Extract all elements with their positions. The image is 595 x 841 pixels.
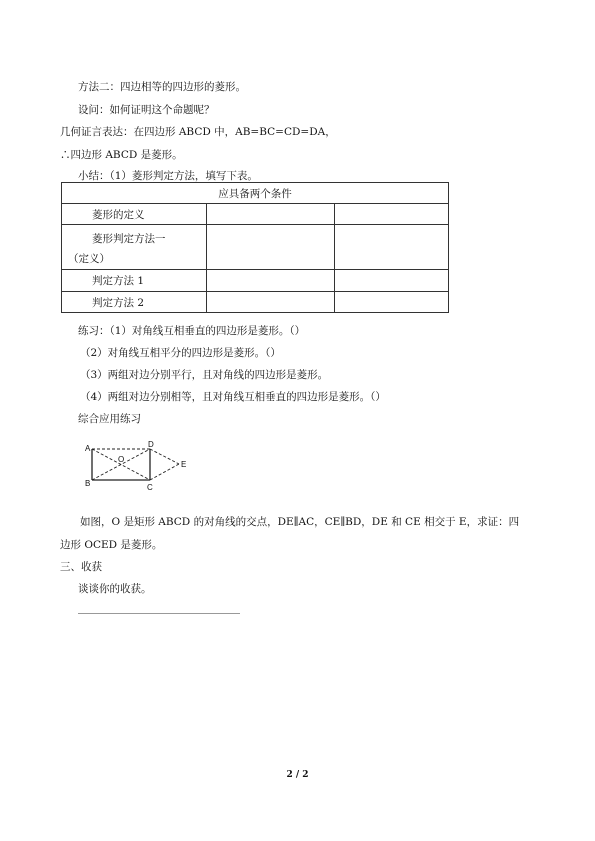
table-header-text: 应具备两个条件 (218, 187, 292, 200)
table-cell (334, 225, 448, 270)
exercise-3: （3）两组对边分别平行，且对角线的四边形是菱形。 (80, 369, 329, 381)
label-e: E (181, 460, 187, 469)
table-cell (207, 225, 334, 270)
summary-line: 小结：（1）菱形判定方法，填写下表。 (78, 170, 258, 182)
section-3-title: 三、收获 (60, 561, 102, 573)
exercise-heading: 综合应用练习 (78, 413, 141, 425)
table-header-cell (62, 183, 449, 204)
separator-line (78, 613, 240, 614)
proof-statement-line: 几何证言表达：在四边形 ABCD 中，AB=BC=CD=DA， (60, 126, 336, 138)
edge-de (150, 449, 179, 464)
table-cell (207, 292, 334, 313)
criteria-table (61, 182, 449, 313)
table-header-row (62, 183, 449, 204)
table-row-label: 判定方法 1 (62, 270, 207, 292)
geometry-figure (84, 440, 199, 492)
label-d: D (148, 440, 154, 449)
edge-ce (150, 464, 179, 480)
method-two-line: 方法二：四边相等的四边形的菱形。 (78, 81, 246, 93)
table-row (62, 204, 449, 225)
section-3-body: 谈谈你的收获。 (78, 583, 152, 595)
table-cell (207, 204, 334, 225)
table-row-label-continued: （定义） (68, 253, 110, 265)
question-line: 设问：如何证明这个命题呢？ (78, 104, 215, 116)
table-row (62, 225, 449, 270)
label-b: B (85, 479, 91, 488)
table-cell (207, 270, 334, 292)
exercise-1: 练习：（1）对角线互相垂直的四边形是菱形。（） (78, 325, 306, 337)
problem-line-2: 边形 OCED 是菱形。 (60, 539, 163, 551)
table-cell (334, 292, 448, 313)
conclusion-line: ∴四边形 ABCD 是菱形。 (60, 149, 183, 161)
table-row-label: 判定方法 2 (62, 292, 207, 313)
problem-line-1: 如图，O 是矩形 ABCD 的对角线的交点，DE∥AC，CE∥BD，DE 和 CE 相交于 E，求证：四 (80, 516, 520, 528)
page-number: 2 / 2 (286, 770, 309, 780)
exercise-2: （2）对角线互相平分的四边形是菱形。（） (80, 347, 281, 359)
table-row-label-cell (62, 225, 207, 270)
table-row-label: 菱形判定方法一 (92, 233, 166, 245)
label-a: A (85, 444, 91, 453)
table-cell (334, 270, 448, 292)
table-row (62, 270, 449, 292)
table-cell (334, 204, 448, 225)
label-o: O (118, 455, 125, 464)
table-row (62, 292, 449, 313)
exercise-4: （4）两组对边分别相等，且对角线互相垂直的四边形是菱形。（） (80, 391, 386, 403)
label-c: C (147, 483, 153, 492)
table-row-label: 菱形的定义 (62, 204, 207, 225)
